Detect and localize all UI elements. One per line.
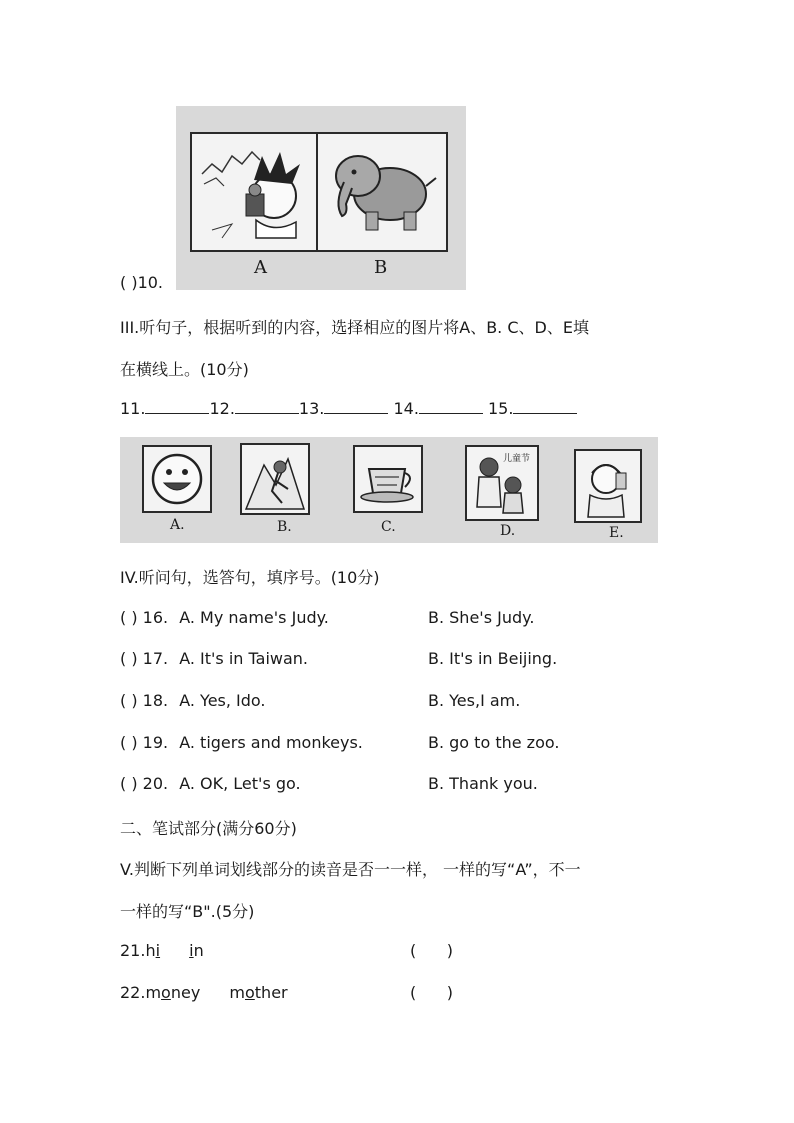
option-a: A. My name's Judy. xyxy=(179,608,329,627)
q10-label-b: B xyxy=(374,257,388,278)
picture-a-label: A. xyxy=(170,517,185,533)
blank-12[interactable] xyxy=(235,399,299,414)
picture-d-caption: 儿童节 xyxy=(503,454,531,464)
question-19-option-b: B. go to the zoo. xyxy=(428,733,560,752)
blank-label-12: 12. xyxy=(209,399,235,418)
word1-post: ney xyxy=(170,983,201,1002)
question-number: ( ) 19. xyxy=(120,733,169,752)
q10-frame-a xyxy=(190,132,320,252)
blank-label-11: 11. xyxy=(120,399,146,418)
question-number: ( ) 16. xyxy=(120,608,169,627)
item-number: 21. xyxy=(120,941,146,960)
blank-label-13: 13. xyxy=(298,399,325,418)
section4-title: IV.听问句，选答句，填序号。(10分) xyxy=(120,568,380,587)
section5-title-line2: 一样的写“B".(5分) xyxy=(120,902,255,921)
option-a: A. It's in Taiwan. xyxy=(179,649,309,668)
section3-title-line2: 在横线上。(10分) xyxy=(120,360,249,379)
blank-14[interactable] xyxy=(419,399,483,414)
blank-label-14: 14. xyxy=(393,399,419,418)
girl-drinking-icon xyxy=(576,451,640,521)
blank-15[interactable] xyxy=(513,399,577,414)
q10-photo xyxy=(176,106,466,290)
word2-underlined: o xyxy=(244,983,255,1002)
item-22 xyxy=(120,983,288,1002)
question-number: ( ) 20. xyxy=(120,774,169,793)
mountain-climber-icon xyxy=(242,445,308,513)
question-19 xyxy=(120,733,363,752)
q10-frame-b xyxy=(316,132,448,252)
picture-e xyxy=(574,449,642,523)
question-17-option-b: B. It's in Beijing. xyxy=(428,649,558,668)
word2-post: n xyxy=(193,941,204,960)
word1-pre: h xyxy=(145,941,156,960)
item-21 xyxy=(120,941,204,960)
item-21-answer[interactable]: ( ) xyxy=(410,941,453,960)
teacup-icon xyxy=(355,447,421,511)
part2-title: 二、笔试部分(满分60分) xyxy=(120,819,297,838)
question-20 xyxy=(120,774,301,793)
section3-photo xyxy=(120,437,658,543)
option-a: A. Yes, Ido. xyxy=(179,691,266,710)
word1-pre: m xyxy=(145,983,162,1002)
boy-with-camera-icon xyxy=(192,134,318,250)
picture-c-label: C. xyxy=(381,519,396,535)
item-number: 22. xyxy=(120,983,146,1002)
word1-underlined: i xyxy=(155,941,161,960)
elephant-icon xyxy=(318,134,446,250)
question-17 xyxy=(120,649,308,668)
section5-title-line1: V.判断下列单词划线部分的读音是否一一样， 一样的写“A”，不一 xyxy=(120,860,581,879)
question-18-option-b: B. Yes,I am. xyxy=(428,691,521,710)
q10-label-a: A xyxy=(254,257,267,278)
word1-underlined: o xyxy=(161,983,171,1002)
section3-title-line1: III.听句子，根据听到的内容，选择相应的图片将A、B. C、D、E填 xyxy=(120,318,589,337)
option-a: A. OK, Let's go. xyxy=(179,774,301,793)
blank-13[interactable] xyxy=(324,399,388,414)
question-16-option-b: B. She's Judy. xyxy=(428,608,535,627)
word2-pre: m xyxy=(229,983,245,1002)
blank-label-15: 15. xyxy=(488,399,514,418)
question-20-option-b: B. Thank you. xyxy=(428,774,538,793)
word2-underlined: i xyxy=(189,941,194,960)
q10-prefix: ( )10. xyxy=(120,273,164,292)
question-18 xyxy=(120,691,266,710)
picture-e-label: E. xyxy=(609,525,624,541)
picture-d-label: D. xyxy=(500,523,516,539)
question-number: ( ) 17. xyxy=(120,649,169,668)
picture-b xyxy=(240,443,310,515)
question-number: ( ) 18. xyxy=(120,691,169,710)
picture-d xyxy=(465,445,539,521)
item-22-answer[interactable]: ( ) xyxy=(410,983,453,1002)
section3-blanks xyxy=(120,399,577,418)
picture-a xyxy=(142,445,212,513)
question-16 xyxy=(120,608,329,627)
picture-c xyxy=(353,445,423,513)
word2-post: ther xyxy=(254,983,288,1002)
smiley-face-icon xyxy=(144,447,210,511)
blank-11[interactable] xyxy=(145,399,209,414)
picture-b-label: B. xyxy=(277,519,292,535)
option-a: A. tigers and monkeys. xyxy=(179,733,363,752)
